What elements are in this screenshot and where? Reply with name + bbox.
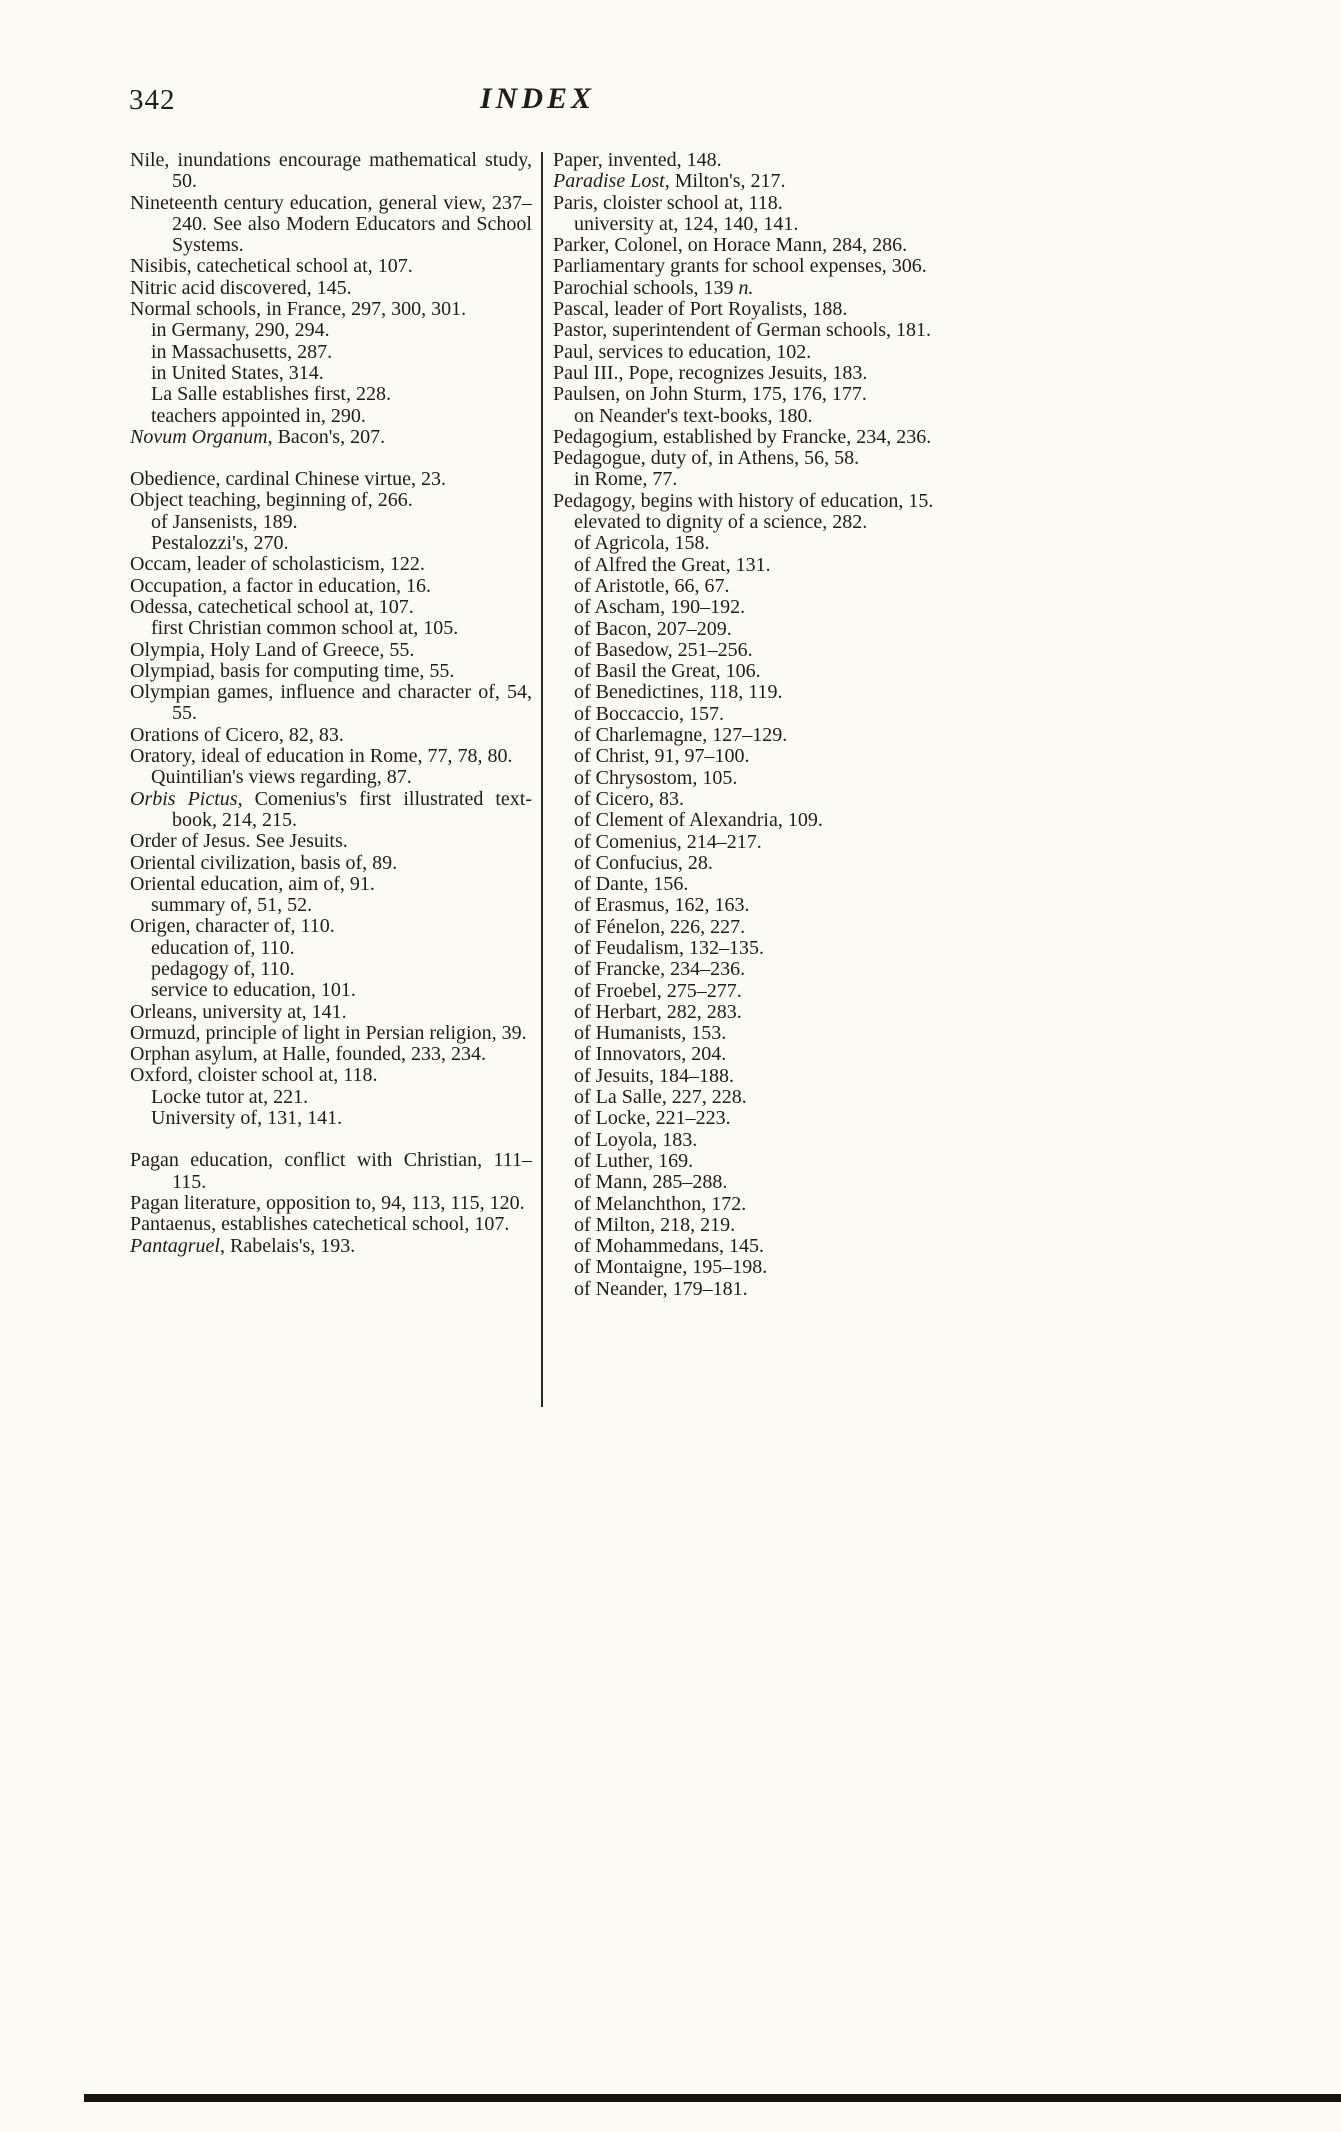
- index-entry: of Confucius, 28.: [574, 851, 713, 874]
- index-entry: Nisibis, catechetical school at, 107.: [130, 255, 413, 278]
- index-entry: of Ascham, 190–192.: [574, 596, 746, 619]
- index-entry: teachers appointed in, 290.: [151, 404, 366, 427]
- index-entry: of Francke, 234–236.: [574, 958, 746, 981]
- index-entry: of Feudalism, 132–135.: [574, 936, 764, 959]
- index-entry: on Neander's text-books, 180.: [574, 404, 813, 427]
- index-entry: Normal schools, in France, 297, 300, 301.: [130, 298, 467, 321]
- index-entry: Pedagogue, duty of, in Athens, 56, 58.: [553, 447, 860, 470]
- index-entry: of Cicero, 83.: [574, 787, 684, 810]
- index-entry: Pantaenus, establishes catechetical school, 107.: [130, 1213, 510, 1236]
- index-entry: of Comenius, 214–217.: [574, 830, 762, 853]
- index-entry: Order of Jesus. See Jesuits.: [130, 830, 348, 853]
- index-entry: in Massachusetts, 287.: [151, 340, 333, 363]
- index-entry: Orbis Pictus, Comenius's first illustrated text-book, 214, 215.: [130, 787, 532, 831]
- index-entry-italic-term: Novum Organum: [130, 425, 268, 448]
- index-entry: of Herbart, 282, 283.: [574, 1000, 742, 1023]
- index-entry: Orations of Cicero, 82, 83.: [130, 723, 344, 746]
- index-entry: Pestalozzi's, 270.: [151, 532, 289, 555]
- page-title: INDEX: [479, 82, 596, 115]
- index-entry-italic-suffix: n.: [738, 276, 754, 299]
- index-entry: of Milton, 218, 219.: [574, 1213, 736, 1236]
- index-entry: of Fénelon, 226, 227.: [574, 915, 746, 938]
- index-column-left: [130, 150, 532, 1257]
- index-entry: Nitric acid discovered, 145.: [130, 276, 352, 299]
- index-entry: of Benedictines, 118, 119.: [574, 681, 783, 704]
- index-entry: Paper, invented, 148.: [553, 149, 722, 171]
- index-entry: university at, 124, 140, 141.: [574, 212, 799, 235]
- index-entry: of Clement of Alexandria, 109.: [574, 809, 823, 832]
- index-entry: Pagan literature, opposition to, 94, 113, 115, 120.: [130, 1191, 525, 1214]
- index-entry: Paul III., Pope, recognizes Jesuits, 183.: [553, 361, 868, 384]
- index-entry: Olympia, Holy Land of Greece, 55.: [130, 638, 415, 661]
- index-entry: Parliamentary grants for school expenses, 306.: [553, 255, 927, 278]
- index-entry: of Chrysostom, 105.: [574, 766, 738, 789]
- index-entry: Object teaching, beginning of, 266.: [130, 489, 413, 512]
- index-entry: of Neander, 179–181.: [574, 1277, 748, 1300]
- index-entry: Pedagogium, established by Francke, 234, 236.: [553, 425, 932, 448]
- index-entry: of Basedow, 251–256.: [574, 638, 753, 661]
- index-entry: Parochial schools, 139 n.: [553, 276, 754, 299]
- index-entry: education of, 110.: [151, 936, 295, 959]
- index-entry: Paul, services to education, 102.: [553, 340, 812, 363]
- page-number: 342: [129, 84, 176, 116]
- index-entry: Obedience, cardinal Chinese virtue, 23.: [130, 468, 446, 491]
- index-entry-italic-term: Orbis Pictus: [130, 787, 238, 810]
- index-entry: Orphan asylum, at Halle, founded, 233, 234.: [130, 1043, 487, 1066]
- index-entry: of Agricola, 158.: [574, 532, 710, 555]
- index-column-right: [553, 150, 945, 1300]
- index-entry: Pedagogy, begins with history of education, 15.: [553, 489, 934, 512]
- index-entry: Quintilian's views regarding, 87.: [151, 766, 412, 789]
- index-entry: Occam, leader of scholasticism, 122.: [130, 553, 425, 576]
- index-entry: La Salle establishes first, 228.: [151, 383, 391, 406]
- index-entry: Oxford, cloister school at, 118.: [130, 1064, 378, 1087]
- index-entry: University of, 131, 141.: [151, 1107, 343, 1130]
- index-entry: Pantagruel, Rabelais's, 193.: [130, 1234, 356, 1257]
- index-entry: of Boccaccio, 157.: [574, 702, 724, 725]
- index-entry-italic-term: Paradise Lost: [553, 170, 665, 193]
- index-entry: Novum Organum, Bacon's, 207.: [130, 425, 386, 448]
- index-entry: of Froebel, 275–277.: [574, 979, 742, 1002]
- index-entry: Paulsen, on John Sturm, 175, 176, 177.: [553, 383, 867, 406]
- index-entry: Ormuzd, principle of light in Persian religion, 39.: [130, 1021, 527, 1044]
- index-entry: Oriental civilization, basis of, 89.: [130, 851, 398, 874]
- index-entry: Odessa, catechetical school at, 107.: [130, 595, 414, 618]
- index-entry: of Jansenists, 189.: [151, 510, 298, 533]
- index-entry: of Locke, 221–223.: [574, 1107, 731, 1130]
- index-entry: of Erasmus, 162, 163.: [574, 894, 750, 917]
- index-entry-italic-term: Pantagruel: [130, 1234, 220, 1257]
- index-entry: Origen, character of, 110.: [130, 915, 335, 938]
- index-entry: of Innovators, 204.: [574, 1043, 727, 1066]
- index-entry: Pascal, leader of Port Royalists, 188.: [553, 298, 848, 321]
- column-divider-rule: [541, 152, 543, 1407]
- index-entry: Nineteenth century education, general view, 237–240. See also Modern Educators and School Systems.: [130, 191, 532, 257]
- index-entry: of Loyola, 183.: [574, 1128, 698, 1151]
- index-entry: Orleans, university at, 141.: [130, 1000, 347, 1023]
- index-entry: Paradise Lost, Milton's, 217.: [553, 170, 786, 193]
- index-entry: of Mann, 285–288.: [574, 1171, 728, 1194]
- index-entry: in Rome, 77.: [574, 468, 678, 491]
- index-entry: of Melanchthon, 172.: [574, 1192, 747, 1215]
- index-entry: of Bacon, 207–209.: [574, 617, 732, 640]
- index-entry: of Alfred the Great, 131.: [574, 553, 771, 576]
- index-entry: elevated to dignity of a science, 282.: [574, 511, 868, 534]
- index-entry: Olympian games, influence and character of, 54, 55.: [130, 681, 532, 725]
- index-entry: in Germany, 290, 294.: [151, 319, 330, 342]
- index-entry: Oratory, ideal of education in Rome, 77, 78, 80.: [130, 745, 513, 768]
- index-entry: Pagan education, conflict with Christian, 111–115.: [130, 1149, 532, 1193]
- index-entry: Pastor, superintendent of German schools, 181.: [553, 319, 932, 342]
- index-entry: Paris, cloister school at, 118.: [553, 191, 783, 214]
- index-entry: of Montaigne, 195–198.: [574, 1256, 768, 1279]
- index-entry: of Humanists, 153.: [574, 1022, 727, 1045]
- index-entry: of La Salle, 227, 228.: [574, 1086, 747, 1109]
- index-entry: summary of, 51, 52.: [151, 894, 313, 917]
- index-entry: Locke tutor at, 221.: [151, 1085, 309, 1108]
- index-entry: in United States, 314.: [151, 361, 324, 384]
- index-entry: Nile, inundations encourage mathematical study, 50.: [130, 149, 532, 193]
- index-entry: of Charlemagne, 127–129.: [574, 724, 788, 747]
- index-entry: of Aristotle, 66, 67.: [574, 574, 730, 597]
- index-entry: of Basil the Great, 106.: [574, 660, 761, 683]
- index-entry: service to education, 101.: [151, 979, 356, 1002]
- index-entry: first Christian common school at, 105.: [151, 617, 459, 640]
- index-entry: of Christ, 91, 97–100.: [574, 745, 750, 768]
- scan-edge-artifact: [84, 2094, 1341, 2102]
- index-entry: of Luther, 169.: [574, 1149, 694, 1172]
- index-entry: pedagogy of, 110.: [151, 957, 295, 980]
- index-entry: of Dante, 156.: [574, 873, 689, 896]
- index-entry: of Jesuits, 184–188.: [574, 1064, 734, 1087]
- index-entry: of Mohammedans, 145.: [574, 1235, 764, 1258]
- index-entry: Oriental education, aim of, 91.: [130, 872, 375, 895]
- index-entry: Olympiad, basis for computing time, 55.: [130, 659, 455, 682]
- index-entry: Parker, Colonel, on Horace Mann, 284, 286.: [553, 234, 908, 257]
- index-entry: Occupation, a factor in education, 16.: [130, 574, 431, 597]
